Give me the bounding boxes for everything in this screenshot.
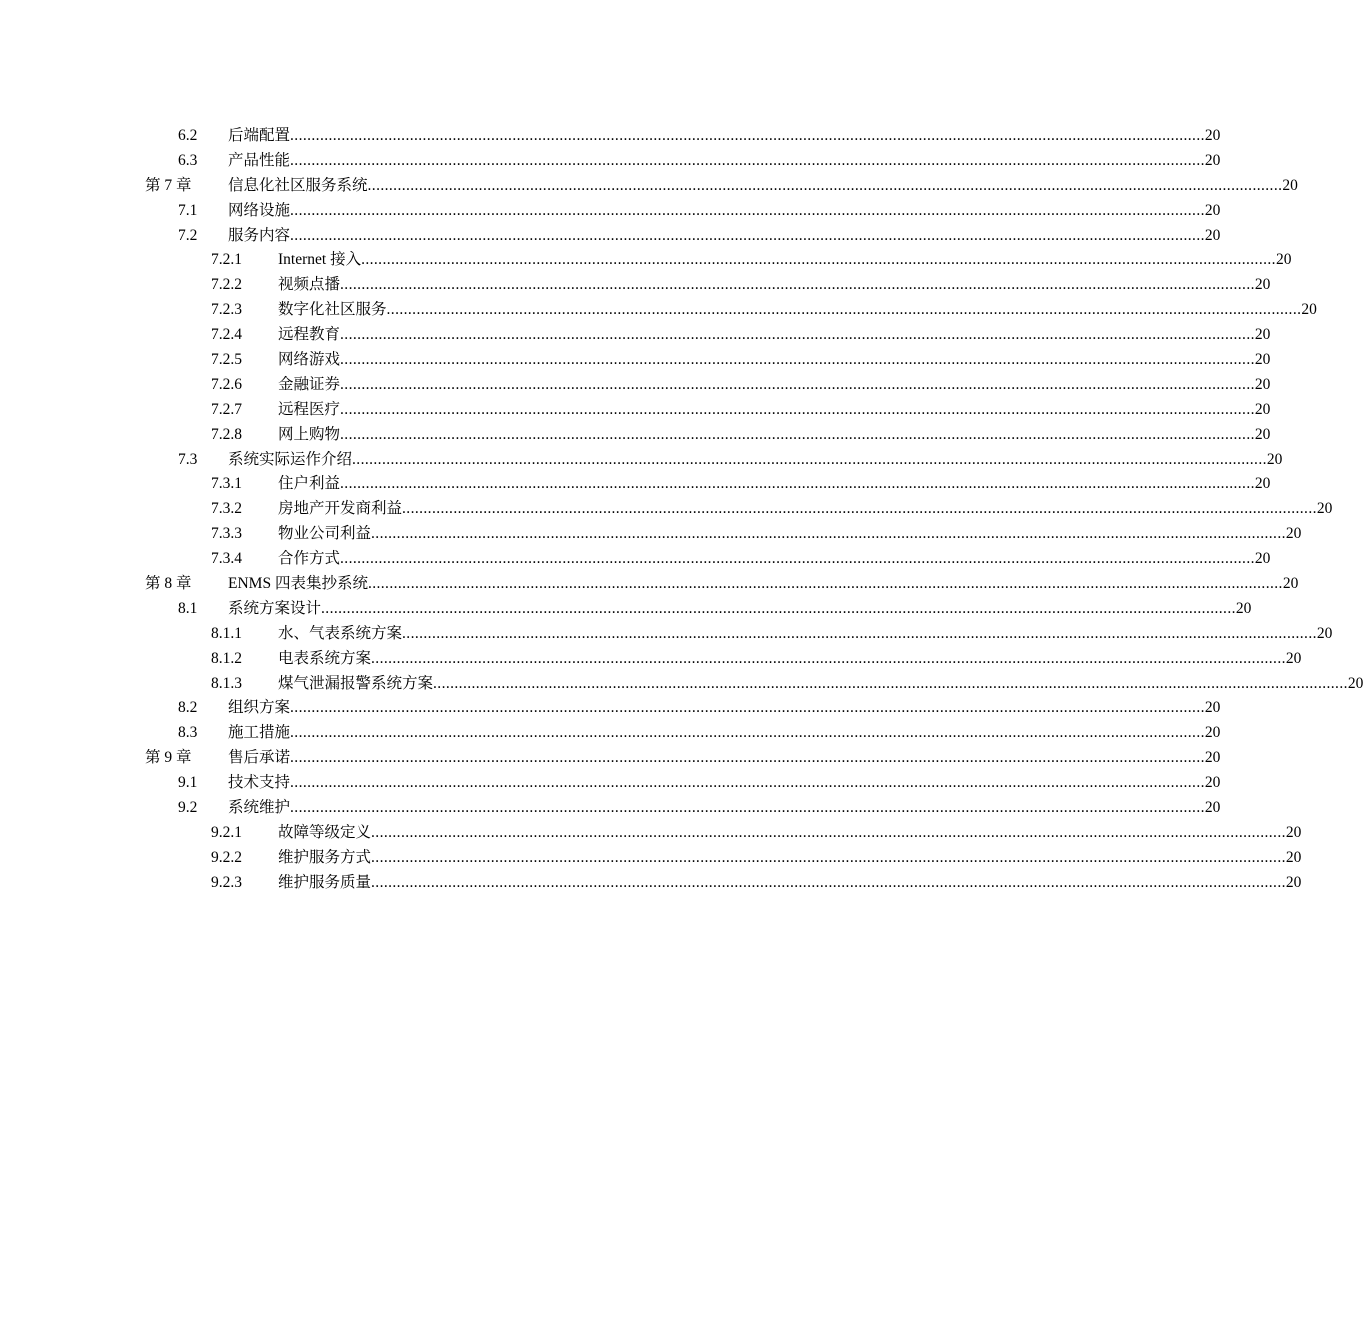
toc-entry-title: 网络游戏 (278, 351, 341, 369)
toc-entry[interactable] (0, 298, 1317, 323)
toc-entry[interactable] (0, 348, 1271, 373)
toc-entry-number: 7.2.3 (211, 301, 242, 319)
toc-entry-page-number: 20 (1204, 799, 1221, 817)
toc-entry-number: 7.3.2 (211, 500, 242, 518)
toc-entry-title: 住户利益 (278, 475, 341, 493)
toc-entry-page-number: 20 (1285, 525, 1302, 543)
toc-entry-title: 远程医疗 (278, 400, 341, 418)
toc-dot-leader: ...................................................................................................................................................................................................................... (371, 823, 1286, 841)
toc-entry-number: 7.2.5 (211, 351, 242, 369)
toc-entry-title: 信息化社区服务系统 (228, 176, 368, 194)
toc-entry-number: 8.2 (178, 699, 198, 717)
toc-dot-leader: ...................................................................................................................................................................................................................... (290, 724, 1205, 742)
toc-entry-title: 技术支持 (228, 774, 291, 792)
toc-entry-title: 物业公司利益 (278, 525, 372, 543)
toc-entry[interactable] (0, 448, 1283, 473)
toc-entry-page-number: 20 (1204, 127, 1221, 144)
toc-entry-page-number: 20 (1204, 749, 1221, 767)
toc-entry-number: 7.2.2 (211, 276, 242, 294)
toc-entry[interactable] (0, 746, 1221, 771)
toc-dot-leader: ...................................................................................................................................................................................................................... (290, 226, 1205, 244)
toc-entry-title: 系统方案设计 (228, 599, 322, 617)
toc-entry-number: 8.1.3 (211, 674, 242, 692)
toc-entry[interactable] (0, 771, 1221, 796)
toc-entry-page-number: 20 (1266, 450, 1283, 468)
toc-entry-page-number: 20 (1282, 575, 1299, 593)
toc-entry-page-number: 20 (1235, 599, 1252, 617)
toc-entry[interactable] (0, 199, 1221, 224)
toc-entry[interactable] (0, 721, 1221, 746)
toc-entry-page-number: 20 (1254, 475, 1271, 493)
toc-dot-leader: ...................................................................................................................................................................................................................... (340, 375, 1255, 393)
toc-dot-leader: ...................................................................................................................................................................................................................... (290, 749, 1205, 767)
toc-entry-number: 7.2.7 (211, 400, 242, 418)
toc-entry-page-number: 20 (1282, 176, 1298, 194)
toc-entry[interactable] (0, 224, 1221, 249)
toc-entry-number: 7.3.3 (211, 525, 242, 543)
toc-dot-leader: ...................................................................................................................................................................................................................... (340, 425, 1255, 443)
toc-entry[interactable] (0, 572, 1299, 597)
toc-entry-page-number: 20 (1254, 326, 1271, 344)
toc-entry-number: 第 8 章 (145, 575, 192, 593)
toc-entry-title: 远程教育 (278, 326, 341, 344)
toc-entry-page-number: 20 (1275, 251, 1292, 269)
toc-entry-number: 7.2.1 (211, 251, 242, 269)
toc-entry-title: 维护服务方式 (278, 848, 372, 866)
toc-entry-number: 6.3 (178, 151, 198, 169)
toc-dot-leader: ...................................................................................................................................................................................................................... (371, 649, 1286, 667)
toc-entry[interactable] (0, 647, 1302, 672)
toc-entry[interactable] (0, 871, 1302, 896)
toc-entry-number: 9.2.2 (211, 848, 242, 866)
toc-entry[interactable] (0, 821, 1302, 846)
toc-entry-title: 数字化社区服务 (278, 301, 387, 319)
toc-entry-page-number: 20 (1316, 624, 1333, 642)
toc-entry-number: 7.2.4 (211, 326, 242, 344)
toc-entry-page-number: 20 (1254, 276, 1271, 294)
toc-entry-page-number: 20 (1204, 201, 1221, 219)
toc-entry-page-number: 20 (1204, 699, 1221, 717)
toc-dot-leader: ...................................................................................................................................................................................................................... (386, 301, 1302, 319)
toc-dot-leader: ...................................................................................................................................................................................................................... (290, 699, 1205, 717)
toc-dot-leader: ...................................................................................................................................................................................................................... (340, 550, 1255, 568)
toc-entry-page-number: 20 (1347, 674, 1363, 692)
toc-entry[interactable] (0, 323, 1271, 348)
toc-entry-number: 9.1 (178, 774, 198, 792)
toc-dot-leader: ...................................................................................................................................................................................................................... (367, 575, 1283, 593)
toc-entry-page-number: 20 (1316, 500, 1333, 518)
toc-entry[interactable] (0, 273, 1271, 298)
toc-dot-leader: ...................................................................................................................................................................................................................... (367, 176, 1283, 194)
toc-entry[interactable] (0, 696, 1221, 721)
toc-entry-title: 系统实际运作介绍 (228, 450, 353, 468)
toc-entry-title: 房地产开发商利益 (278, 500, 403, 518)
toc-entry-page-number: 20 (1301, 301, 1317, 319)
toc-dot-leader: ...................................................................................................................................................................................................................... (290, 799, 1205, 817)
toc-entry[interactable] (0, 522, 1302, 547)
toc-entry-number: 8.1 (178, 599, 198, 617)
toc-dot-leader: ...................................................................................................................................................................................................................... (371, 873, 1286, 891)
toc-entry-title: 网络设施 (228, 201, 291, 219)
toc-entry-number: 7.3.4 (211, 550, 242, 568)
toc-entry-page-number: 20 (1204, 226, 1221, 244)
toc-entry-title: 金融证券 (278, 375, 341, 393)
toc-entry-number: 第 9 章 (145, 749, 192, 767)
toc-entry-title: 系统维护 (228, 799, 291, 817)
toc-dot-leader: ...................................................................................................................................................................................................................... (361, 251, 1276, 269)
toc-entry-page-number: 20 (1254, 375, 1271, 393)
toc-entry-title: 后端配置 (228, 127, 291, 144)
toc-entry[interactable] (0, 373, 1271, 398)
toc-entry-page-number: 20 (1254, 425, 1271, 443)
toc-entry-number: 9.2.3 (211, 873, 242, 891)
toc-entry-page-number: 20 (1285, 873, 1302, 891)
toc-entry-title: 水、气表系统方案 (278, 624, 403, 642)
toc-entry-page-number: 20 (1254, 400, 1271, 418)
toc-entry-number: 8.3 (178, 724, 198, 742)
toc-dot-leader: ...................................................................................................................................................................................................................... (340, 475, 1255, 493)
toc-entry[interactable] (0, 597, 1252, 622)
toc-dot-leader: ...................................................................................................................................................................................................................... (290, 127, 1205, 144)
toc-entry-number: 8.1.2 (211, 649, 242, 667)
toc-dot-leader: ...................................................................................................................................................................................................................... (371, 848, 1286, 866)
toc-entry-title: 故障等级定义 (278, 823, 372, 841)
toc-entry[interactable] (0, 672, 1363, 697)
toc-dot-leader: ...................................................................................................................................................................................................................... (352, 450, 1267, 468)
toc-entry-page-number: 20 (1285, 823, 1302, 841)
toc-entry[interactable] (0, 846, 1302, 871)
toc-entry-number: 7.2.8 (211, 425, 242, 443)
toc-entry[interactable] (0, 547, 1271, 572)
toc-entry[interactable] (0, 472, 1271, 497)
toc-entry-title: 维护服务质量 (278, 873, 372, 891)
toc-entry[interactable] (0, 174, 1298, 199)
toc-entry[interactable] (0, 423, 1271, 448)
toc-entry-number: 7.3.1 (211, 475, 242, 493)
toc-dot-leader: ...................................................................................................................................................................................................................... (340, 276, 1255, 294)
toc-entry-page-number: 20 (1204, 151, 1221, 169)
toc-entry-page-number: 20 (1254, 351, 1271, 369)
toc-entry-page-number: 20 (1204, 724, 1221, 742)
toc-dot-leader: ...................................................................................................................................................................................................................... (321, 599, 1236, 617)
toc-entry-title: 服务内容 (228, 226, 291, 244)
toc-dot-leader: ...................................................................................................................................................................................................................... (402, 624, 1317, 642)
toc-entry-page-number: 20 (1204, 774, 1221, 792)
toc-entry[interactable] (0, 149, 1221, 174)
toc-dot-leader: ...................................................................................................................................................................................................................... (290, 151, 1205, 169)
toc-entry-title: 煤气泄漏报警系统方案 (278, 674, 434, 692)
toc-entry-title: Internet 接入 (278, 251, 362, 269)
toc-entry-title: 售后承诺 (228, 749, 291, 767)
toc-dot-leader: ...................................................................................................................................................................................................................... (340, 326, 1255, 344)
toc-entry-page-number: 20 (1285, 649, 1302, 667)
toc-entry-number: 9.2.1 (211, 823, 242, 841)
toc-entry-title: 视频点播 (278, 276, 341, 294)
toc-dot-leader: ...................................................................................................................................................................................................................... (290, 201, 1205, 219)
toc-dot-leader: ...................................................................................................................................................................................................................... (340, 351, 1255, 369)
toc-dot-leader: ...................................................................................................................................................................................................................... (433, 674, 1348, 692)
toc-entry-number: 第 7 章 (145, 176, 192, 194)
toc-entry[interactable] (0, 248, 1292, 273)
toc-entry-title: ENMS 四表集抄系统 (228, 575, 368, 593)
toc-entry-number: 9.2 (178, 799, 198, 817)
toc-entry[interactable] (0, 497, 1333, 522)
toc-entry-number: 6.2 (178, 127, 198, 144)
toc-entry[interactable] (0, 124, 1221, 149)
toc-entry[interactable] (0, 622, 1333, 647)
toc-entry-number: 7.2.6 (211, 375, 242, 393)
toc-entry-title: 施工措施 (228, 724, 291, 742)
toc-entry-number: 7.3 (178, 450, 198, 468)
toc-dot-leader: ...................................................................................................................................................................................................................... (340, 400, 1255, 418)
toc-entry-title: 合作方式 (278, 550, 341, 568)
toc-dot-leader: ...................................................................................................................................................................................................................... (290, 774, 1205, 792)
toc-entry-title: 网上购物 (278, 425, 341, 443)
toc-entry-number: 7.1 (178, 201, 198, 219)
toc-entry-page-number: 20 (1285, 848, 1302, 866)
table-of-contents (0, 124, 1363, 896)
toc-entry[interactable] (0, 796, 1221, 821)
toc-dot-leader: ...................................................................................................................................................................................................................... (402, 500, 1317, 518)
toc-entry-title: 电表系统方案 (278, 649, 372, 667)
toc-entry-number: 8.1.1 (211, 624, 242, 642)
toc-entry-title: 产品性能 (228, 151, 291, 169)
toc-entry-title: 组织方案 (228, 699, 291, 717)
toc-dot-leader: ...................................................................................................................................................................................................................... (371, 525, 1286, 543)
toc-entry-page-number: 20 (1254, 550, 1271, 568)
toc-entry-number: 7.2 (178, 226, 198, 244)
toc-entry[interactable] (0, 398, 1271, 423)
